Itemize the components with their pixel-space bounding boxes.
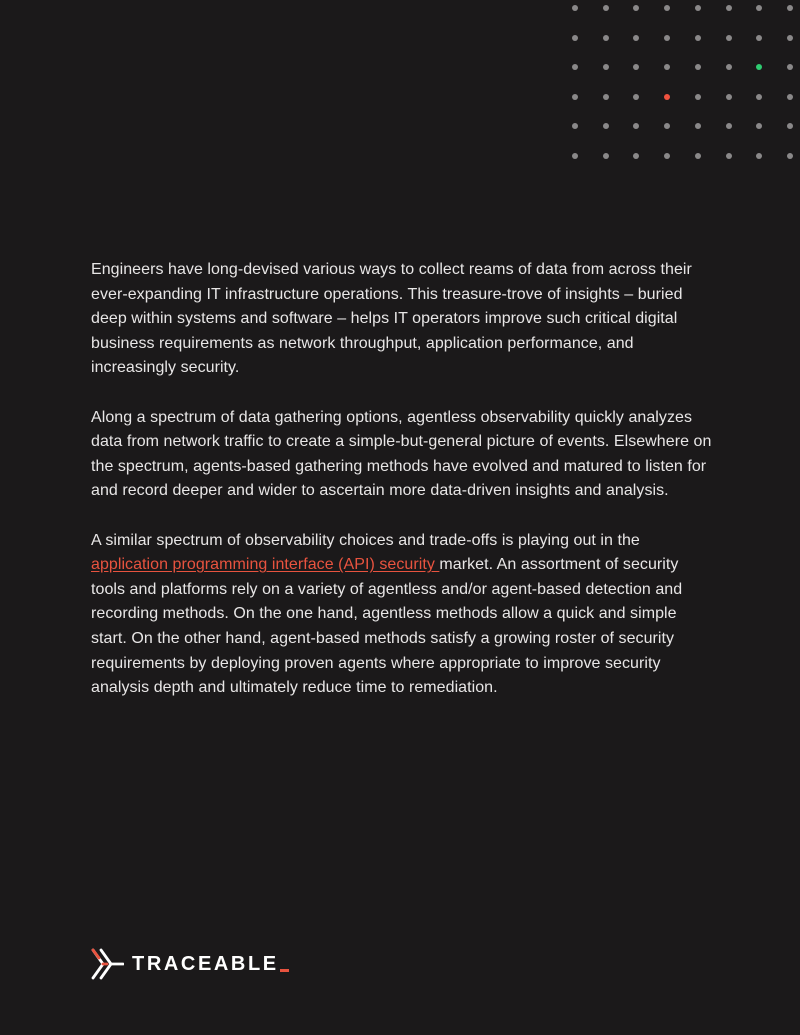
dot: [726, 123, 732, 129]
decorative-dot-grid: [0, 0, 800, 200]
dot: [633, 153, 639, 159]
dot: [633, 35, 639, 41]
dot: [756, 153, 762, 159]
paragraph-3-rest: market. An assortment of security tools and platforms rely on a variety of agentless and/or agent-based detection and recording methods. On the one hand, agentless methods allow a quick and simple start. On the other hand, agent-based methods satisfy a growing roster of security requirements by deploying proven agents where appropriate to improve security analysis depth and ultimately reduce time to remediation.: [91, 556, 683, 697]
dot: [633, 5, 639, 11]
dot: [664, 35, 670, 41]
paragraph-3: [91, 529, 716, 701]
dot: [726, 35, 732, 41]
dot: [603, 64, 609, 70]
dot: [726, 5, 732, 11]
dot: [633, 123, 639, 129]
dot: [603, 123, 609, 129]
dot: [726, 153, 732, 159]
dot: [572, 35, 578, 41]
dot: [756, 123, 762, 129]
dot: [787, 94, 793, 100]
dot: [695, 94, 701, 100]
dot: [633, 94, 639, 100]
paragraph-2: Along a spectrum of data gathering options, agentless observability quickly analyzes data from network traffic to create a simple-but-general picture of events. Elsewhere on the spectrum, agents-based gathering methods have evolved and matured to listen for and record deeper and wider to ascertain more data-driven insights and analysis.: [91, 408, 712, 500]
dot: [756, 94, 762, 100]
dot-green: [756, 64, 762, 70]
dot: [664, 5, 670, 11]
paragraph-3-lead: A similar spectrum of observability choices and trade-offs is playing out in the: [91, 531, 640, 549]
dot: [603, 5, 609, 11]
dot: [603, 94, 609, 100]
article-body: [91, 258, 716, 725]
dot: [726, 64, 732, 70]
dot: [664, 153, 670, 159]
dot: [756, 35, 762, 41]
dot: [633, 64, 639, 70]
dot: [695, 64, 701, 70]
dot: [603, 153, 609, 159]
paragraph-1: Engineers have long-devised various ways to collect reams of data from across their ever-expanding IT infrastructure operations. This treasure-trove of insights – buried deep within systems and software – helps IT operators improve such critical digital business requirements as network throughput, application performance, and increasingly security.: [91, 261, 692, 377]
dot: [664, 64, 670, 70]
dot: [756, 5, 762, 11]
dot: [572, 153, 578, 159]
dot: [572, 64, 578, 70]
dot: [572, 123, 578, 129]
dot: [787, 64, 793, 70]
dot: [695, 123, 701, 129]
dot: [695, 153, 701, 159]
dot: [664, 123, 670, 129]
dot: [787, 153, 793, 159]
traceable-logo: [90, 947, 289, 981]
dot: [695, 35, 701, 41]
dot: [695, 5, 701, 11]
logo-cursor-underscore: [280, 969, 289, 972]
dot: [726, 94, 732, 100]
traceable-chevrons-logo-icon: [90, 947, 124, 981]
api-security-link[interactable]: application programming interface (API) security: [91, 556, 440, 574]
dot: [572, 5, 578, 11]
logo-wordmark: TRACEABLE: [132, 953, 279, 975]
dot: [603, 35, 609, 41]
dot: [787, 5, 793, 11]
dot: [787, 123, 793, 129]
dot: [572, 94, 578, 100]
dot-red: [664, 94, 670, 100]
dot: [787, 35, 793, 41]
